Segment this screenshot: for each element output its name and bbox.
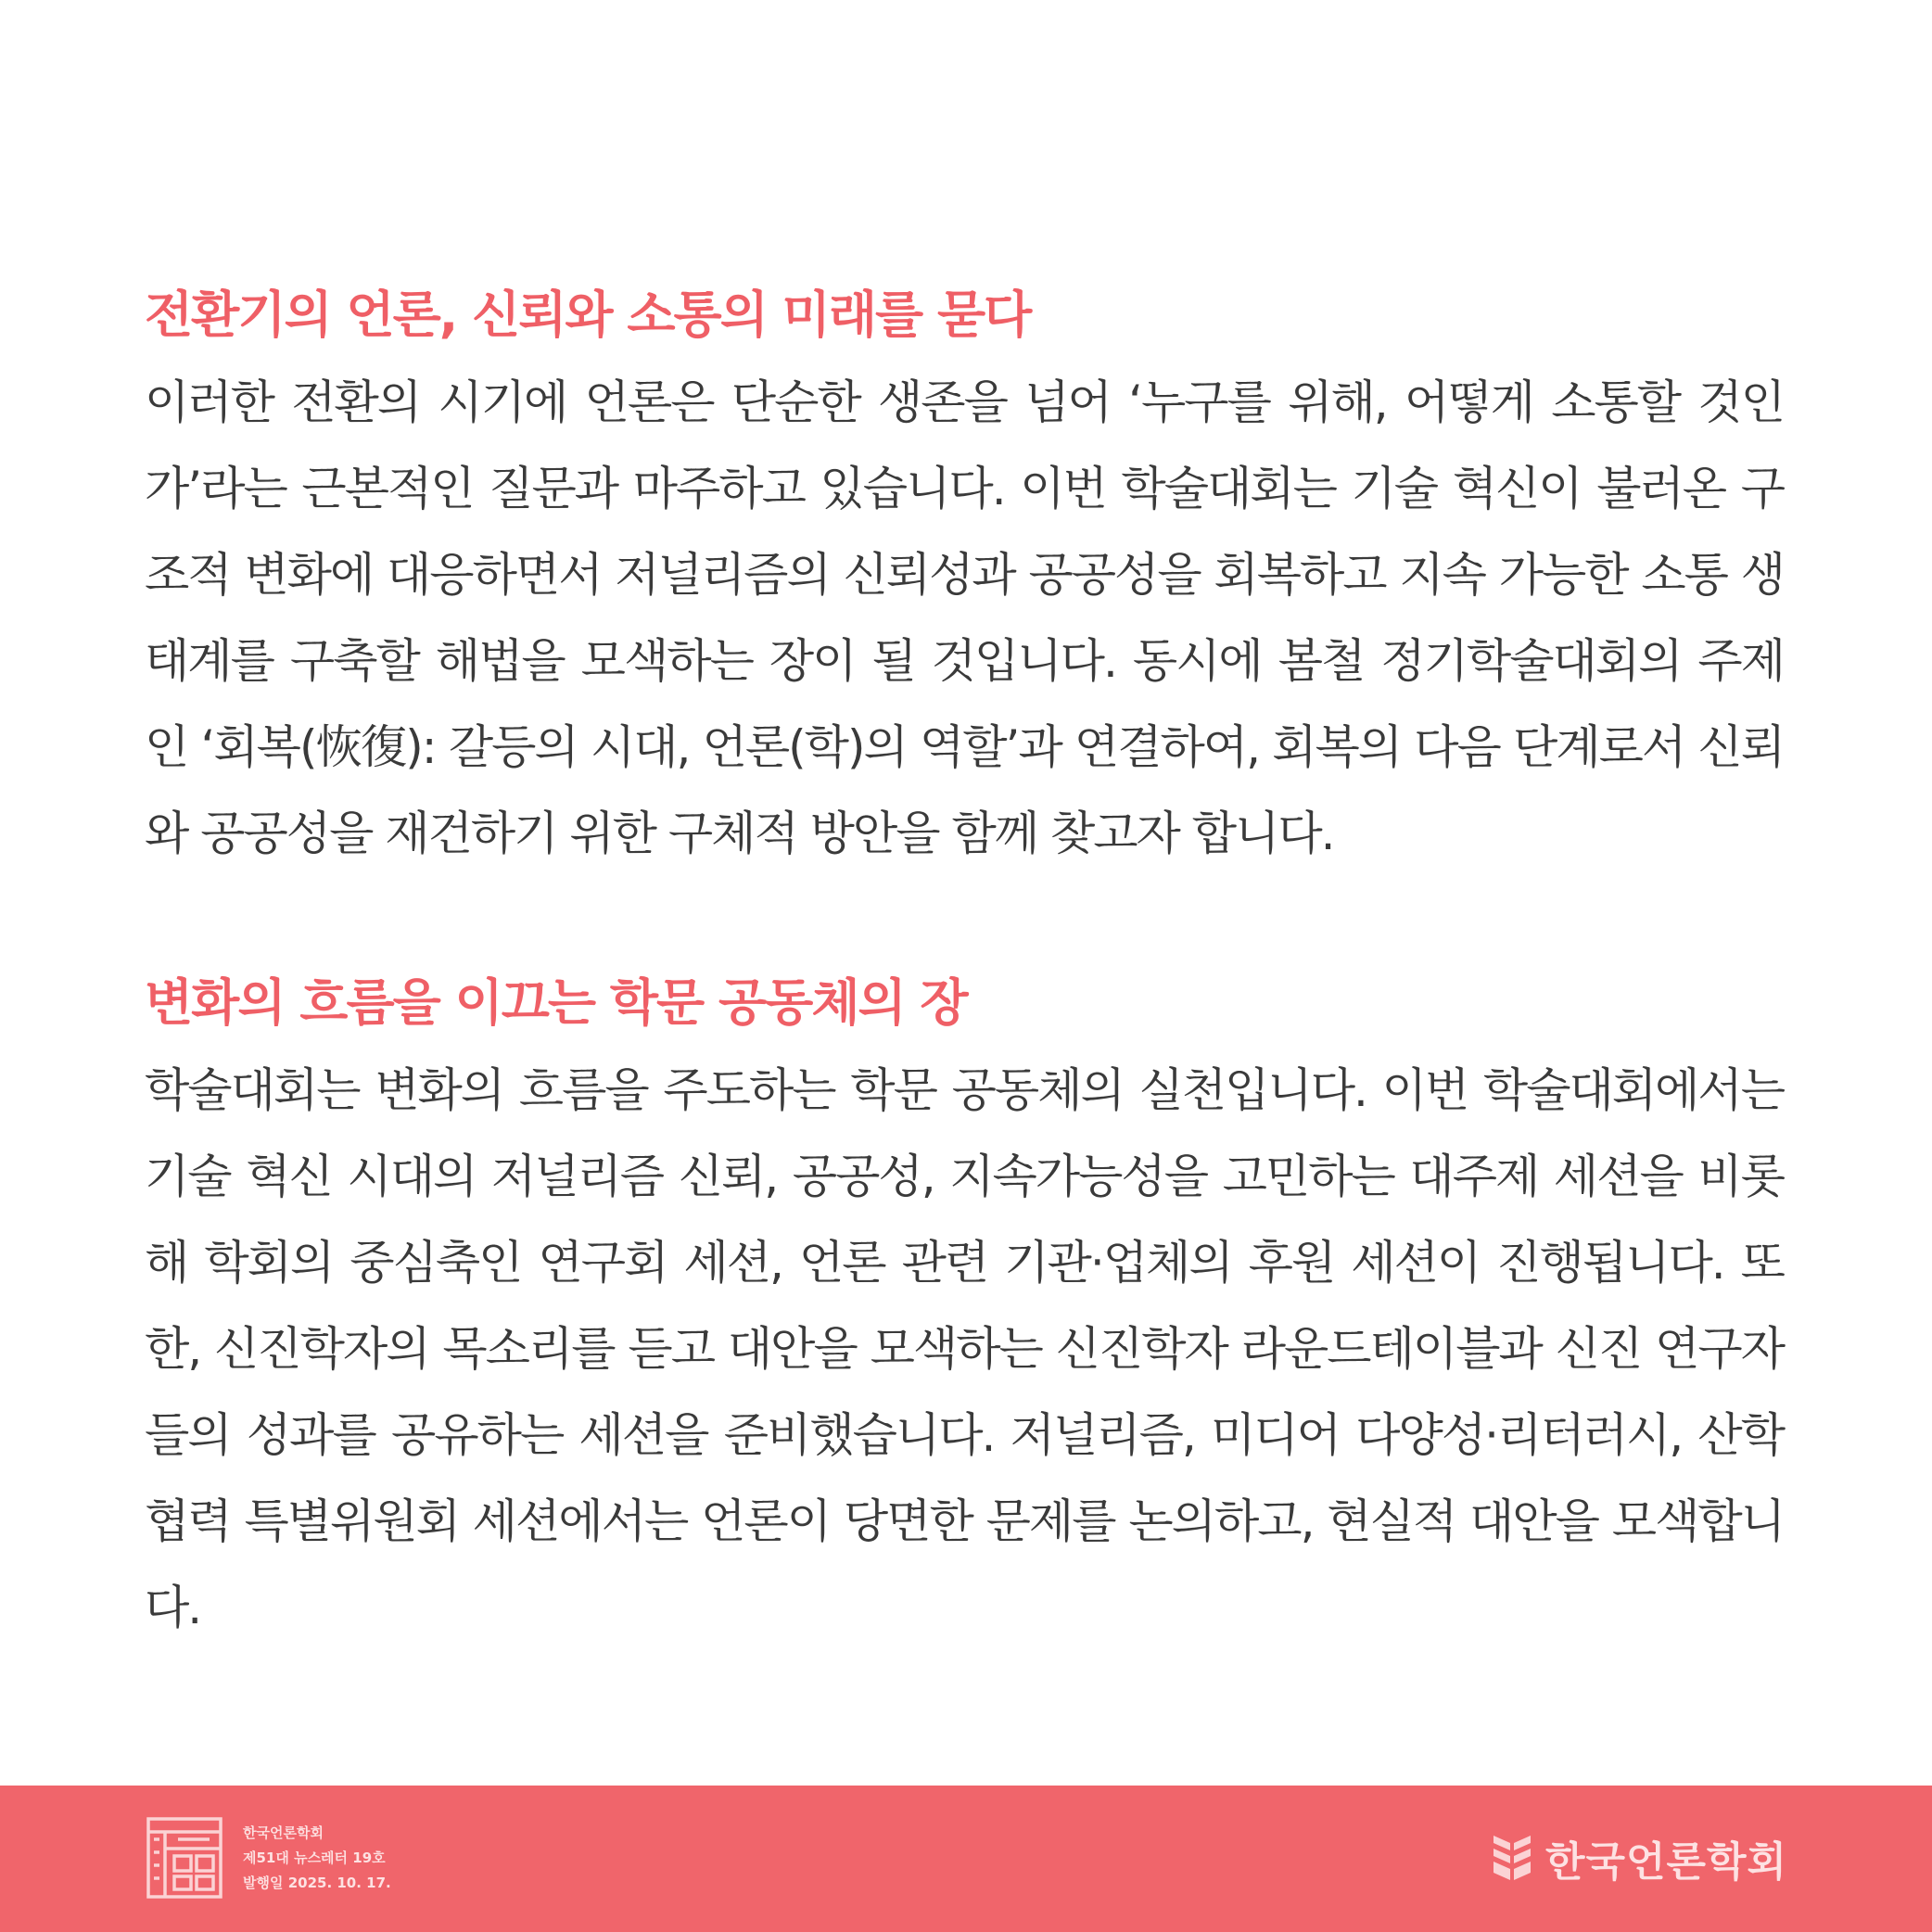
publish-date: 발행일 2025. 10. 17.: [243, 1875, 391, 1891]
section-1-body: 이러한 전환의 시기에 언론은 단순한 생존을 넘어 ‘누구를 위해, 어떻게 소통할 것인가’라는 근본적인 질문과 마주하고 있습니다. 이번 학술대회는 기술 혁신이 불러온 구조적 변화에 대응하면서 저널리즘의 신뢰성과 공공성을 회복하고 지속 가능한 소통 생태계를 구축할 해법을 모색하는 장이 될 것입니다. 동시에 봄철 정기학술대회의 주제인 ‘회복(恢復): 갈등의 시대, 언론(학)의 역할’과 연결하여, 회복의 다음 단계로서 신뢰와 공공성을 재건하기 위한 구체적 방안을 함께 찾고자 합니다.: [145, 375, 1784, 860]
section-divider: [145, 877, 1784, 959]
society-logo-mark-icon: [1492, 1834, 1532, 1882]
main-content: [145, 271, 1784, 1651]
footer-bar: [0, 1786, 1932, 1932]
logo-text: 한국언론학회: [1544, 1838, 1787, 1886]
section-1-title: 전환기의 언론, 신뢰와 소통의 미래를 묻다: [145, 286, 1031, 344]
issue-number: 제51대 뉴스레터 19호: [243, 1849, 386, 1866]
newsletter-info: [243, 1821, 391, 1896]
org-name: 한국언론학회: [243, 1824, 324, 1841]
society-logo: [1492, 1832, 1787, 1884]
section-2-title: 변화의 흐름을 이끄는 학문 공동체의 장: [145, 973, 967, 1032]
section-2-body: 학술대회는 변화의 흐름을 주도하는 학문 공동체의 실천입니다. 이번 학술대회에서는 기술 혁신 시대의 저널리즘 신뢰, 공공성, 지속가능성을 고민하는 대주제 세션을 비롯해 학회의 중심축인 연구회 세션, 언론 관련 기관·업체의 후원 세션이 진행됩니다. 또한, 신진학자의 목소리를 듣고 대안을 모색하는 신진학자 라운드테이블과 신진 연구자들의 성과를 공유하는 세션을 준비했습니다. 저널리즘, 미디어 다양성·리터러시, 산학협력 특별위원회 세션에서는 언론이 당면한 문제를 논의하고, 현실적 대안을 모색합니다.: [145, 1063, 1784, 1634]
society-seal-icon: [145, 1815, 224, 1900]
